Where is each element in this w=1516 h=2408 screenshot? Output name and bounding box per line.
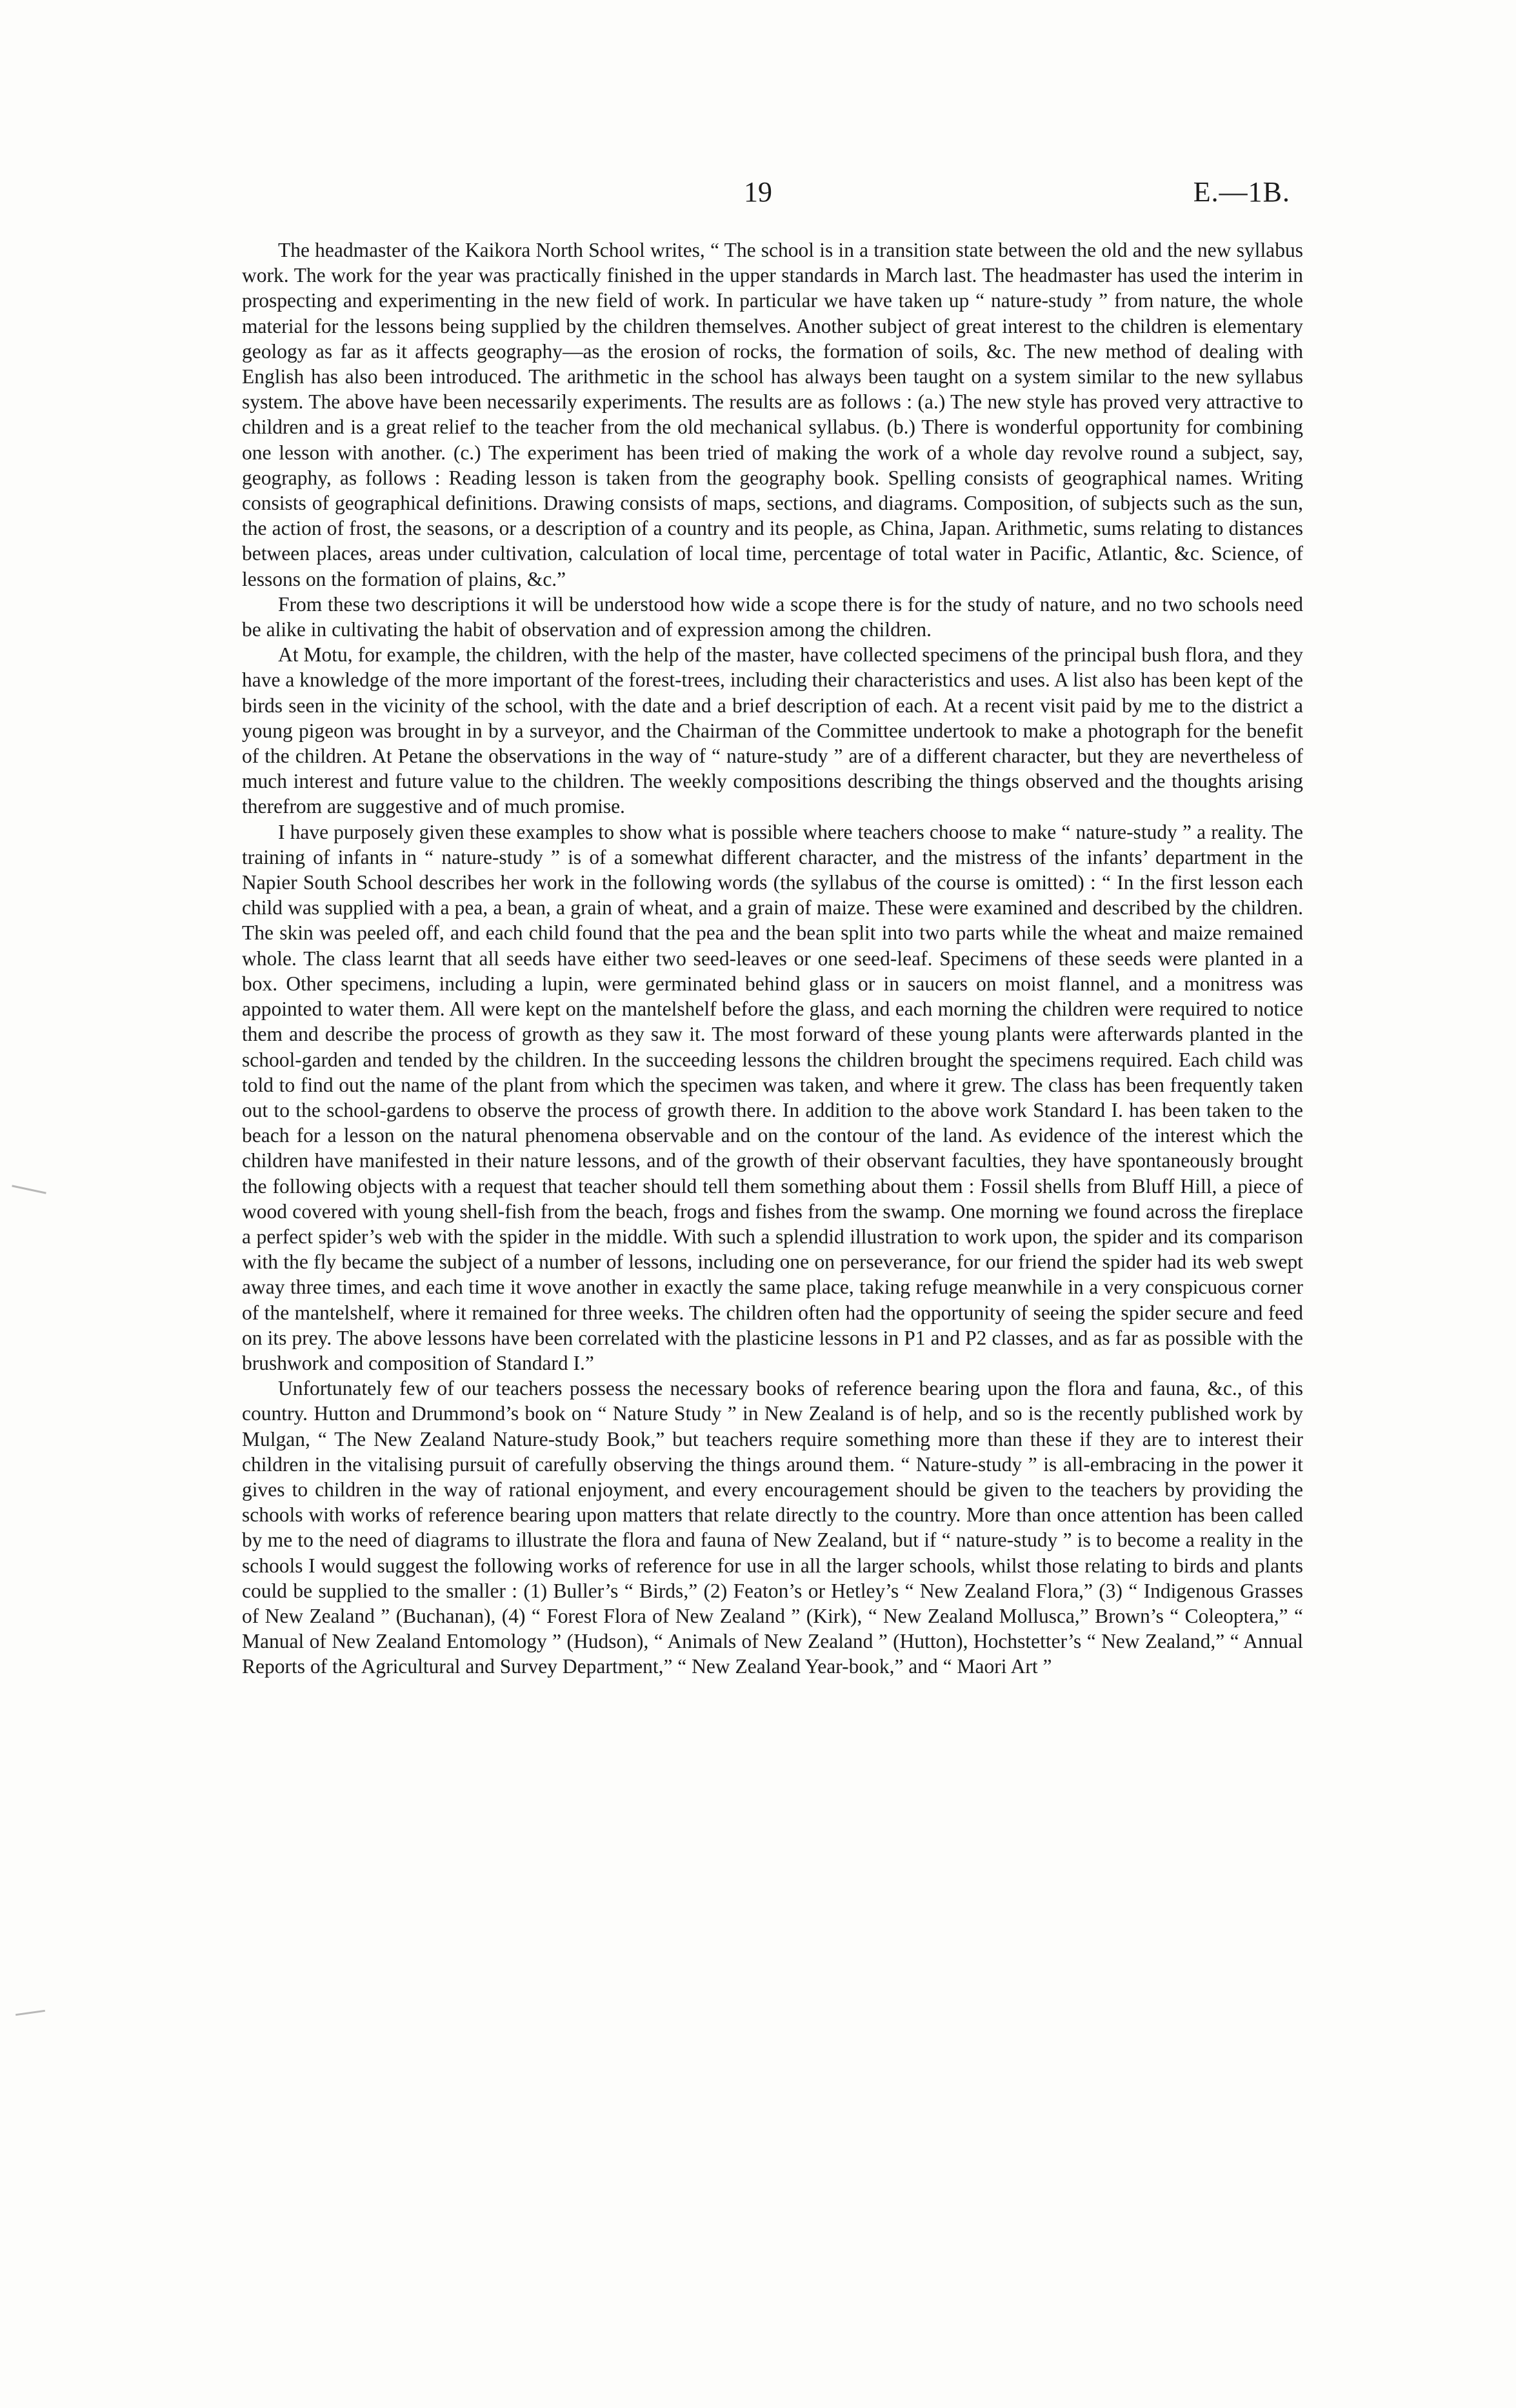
paragraph-motu-petane: At Motu, for example, the children, with the help of the master, have collected specimens of the principal bush flora, and they have a knowledge of the more important of the forest-trees, including their characteristics and uses. A list also has been kept of the birds seen in the vicinity of the school, with the date and a brief description of each. At a recent visit paid by me to the district a young pigeon was brought in by a surveyor, and the Chairman of the Committee undertook to make a photograph for the benefit of the children. At Petane the observations in the way of “ nature-study ” are of a different character, but they are nevertheless of much interest and future value to the children. The weekly compositions describing the things observed and the thoughts arising therefrom are suggestive and of much promise. <box>242 643 1303 818</box>
margin-mark <box>15 2010 45 2016</box>
margin-mark <box>12 1185 46 1194</box>
page-number: 19 <box>744 176 772 208</box>
paragraph-scope-of-nature-study: From these two descriptions it will be understood how wide a scope there is for the study of nature, and no two schools need be alike in cultivating the habit of observation and of expression among the children. <box>242 592 1303 641</box>
running-head: E.—1B. <box>1193 176 1290 208</box>
page-header <box>0 173 1516 218</box>
paragraph-kaikora-north: The headmaster of the Kaikora North School writes, “ The school is in a transition state between the old and the new syllabus work. The work for the year was practically finished in the upper standards in March last. The headmaster has used the interim in prospecting and experimenting in the new field of work. In particular we have taken up “ nature-study ” from nature, the whole material for the lessons being supplied by the children themselves. Another subject of great interest to the children is elementary geology as far as it affects geography—as the erosion of rocks, the formation of soils, &c. The new method of dealing with English has also been introduced. The arithmetic in the school has always been taught on a system similar to the new syllabus system. The above have been necessarily experiments. The results are as follows : (a.) The new style has proved very attractive to children and is a great relief to the teacher from the old mechanical syllabus. (b.) There is wonderful opportunity for combining one lesson with another. (c.) The experiment has been tried of making the work of a whole day revolve round a subject, say, geography, as follows : Reading lesson is taken from the geography book. Spelling consists of geographical names. Writing consists of geographical definitions. Drawing consists of maps, sections, and diagrams. Composition, of subjects such as the sun, the action of frost, the seasons, or a description of a country and its people, as China, Japan. Arithmetic, sums relating to distances between places, areas under cultivation, calculation of local time, percentage of total water in Pacific, Atlantic, &c. Science, of lessons on the formation of plains, &c.” <box>242 239 1303 590</box>
paragraph-reference-books: Unfortunately few of our teachers possess the necessary books of reference bearing upon the flora and fauna, &c., of this country. Hutton and Drummond’s book on “ Nature Study ” in New Zealand is of help, and so is the recently published work by Mulgan, “ The New Zealand Nature-study Book,” but teachers require something more than these if they are to interest their children in the vitalising pursuit of carefully observing the things around them. “ Nature-study ” is all-embracing in the power it gives to children in the way of rational enjoyment, and every encouragement should be given to the teachers by providing the schools with works of reference bearing upon matters that relate directly to the country. More than once attention has been called by me to the need of diagrams to illustrate the flora and fauna of New Zealand, but if “ nature-study ” is to become a reality in the schools I would suggest the following works of reference for use in all the larger schools, whilst those relating to birds and plants could be supplied to the smaller : (1) Buller’s “ Birds,” (2) Featon’s or Hetley’s “ New Zealand Flora,” (3) “ Indigenous Grasses of New Zealand ” (Buchanan), (4) “ Forest Flora of New Zealand ” (Kirk), “ New Zealand Mollusca,” Brown’s “ Coleoptera,” “ Manual of New Zealand Entomology ” (Hudson), “ Animals of New Zealand ” (Hutton), Hochstetter’s “ New Zealand,” “ Annual Reports of the Agricultural and Survey Department,” “ New Zealand Year-book,” and “ Maori Art ” <box>242 1377 1303 1678</box>
paragraph-napier-south-infants: I have purposely given these examples to show what is possible where teachers choose to make “ nature-study ” a reality. The training of infants in “ nature-study ” is of a somewhat different character, and the mistress of the infants’ department in the Napier South School describes her work in the following words (the syllabus of the course is omitted) : “ In the first lesson each child was supplied with a pea, a bean, a grain of wheat, and a grain of maize. These were examined and described by the children. The skin was peeled off, and each child found that the pea and the bean split into two parts while the wheat and maize remained whole. The class learnt that all seeds have either two seed-leaves or one seed-leaf. Specimens of these seeds were planted in a box. Other specimens, including a lupin, were germinated behind glass or in saucers on moist flannel, and a monitress was appointed to water them. All were kept on the mantelshelf before the glass, and each morning the children were required to notice them and describe the process of growth as they saw it. The most forward of these young plants were afterwards planted in the school-garden and tended by the children. In the succeeding lessons the children brought the specimens required. Each child was told to find out the name of the plant from which the specimen was taken, and where it grew. The class has been frequently taken out to the school-gardens to observe the process of growth there. In addition to the above work Standard I. has been taken to the beach for a lesson on the natural phenomena observable and on the contour of the land. As evidence of the interest which the children have manifested in their nature lessons, and of the growth of their observant faculties, they have spontaneously brought the following objects with a request that teacher should tell them something about them : Fossil shells from Bluff Hill, a piece of wood covered with young shell-fish from the beach, frogs and fishes from the swamp. One morning we found across the fireplace a perfect spider’s web with the spider in the middle. With such a splendid illustration to work upon, the spider and its comparison with the fly became the subject of a number of lessons, including one on perseverance, for our friend the spider had its web swept away three times, and each time it wove another in exactly the same place, taking refuge meanwhile in a very conspicuous corner of the mantelshelf, where it remained for three weeks. The children often had the opportunity of seeing the spider secure and feed on its prey. The above lessons have been correlated with the plasticine lessons in P1 and P2 classes, and as far as possible with the brushwork and composition of Standard I.” <box>242 820 1303 1374</box>
body-text <box>242 237 1303 1680</box>
